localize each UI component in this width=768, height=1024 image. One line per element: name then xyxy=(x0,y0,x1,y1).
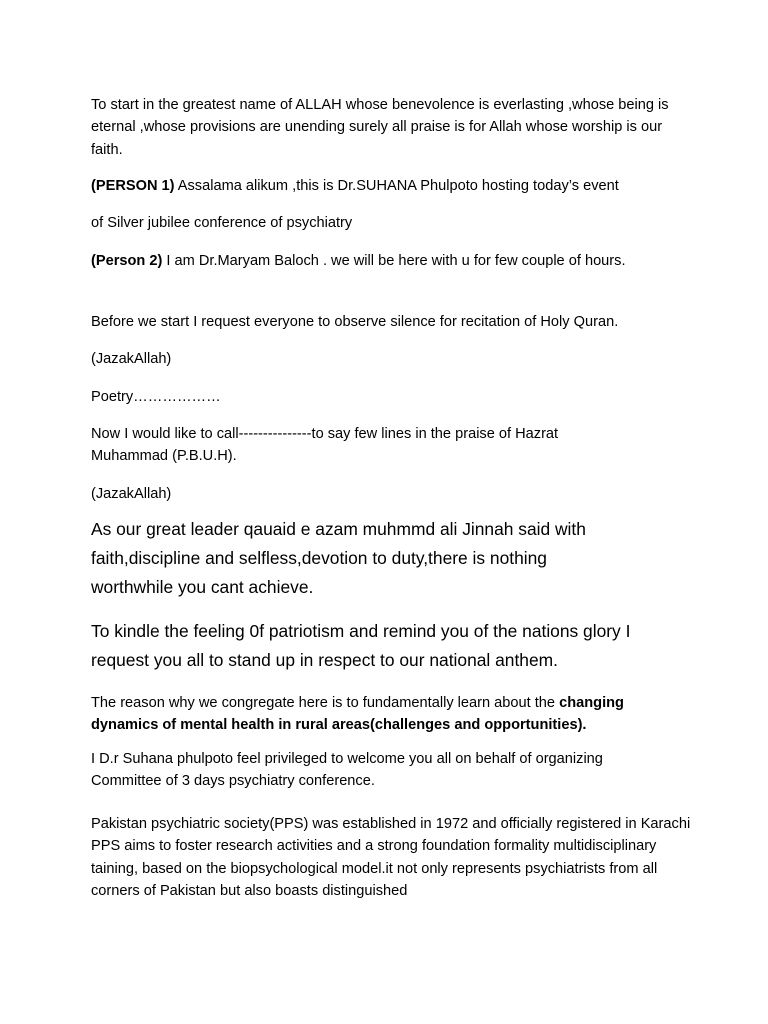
person-2-line xyxy=(91,250,651,272)
national-anthem-request: To kindle the feeling 0f patriotism and remind you of the nations glory I request you all to stand up in respect to our national anthem. xyxy=(91,621,631,670)
person-2-label: (Person 2) xyxy=(91,253,163,269)
jazakallah-1: (JazakAllah) xyxy=(91,351,172,367)
poetry-line: Poetry……………… xyxy=(91,389,221,405)
theme-intro: The reason why we congregate here is to fundamentally learn about the xyxy=(91,695,560,711)
person-2-text: I am Dr.Maryam Baloch . we will be here with u for few couple of hours. xyxy=(162,253,626,269)
person-1-label: (PERSON 1) xyxy=(91,178,175,194)
jinnah-quote: As our great leader qauaid e azam muhmmd ali Jinnah said with faith,discipline and selfless,devotion to duty,there is nothing worthwhile you cant achieve. xyxy=(91,519,586,597)
welcome-paragraph: I D.r Suhana phulpoto feel privileged to welcome you all on behalf of organizing Committee of 3 days psychiatry conference. xyxy=(91,751,603,790)
pps-paragraph: Pakistan psychiatric society(PPS) was established in 1972 and officially registered in Karachi PPS aims to foster research activities and a strong foundation formality multidisciplinary taining, based on the biopsychological model.it not only represents psychiatrists from all corners of Pakistan but also boasts distinguished xyxy=(91,816,691,900)
person-1-line xyxy=(91,175,711,197)
opening-paragraph: To start in the greatest name of ALLAH whose benevolence is everlasting ,whose being is eternal ,whose provisions are unending surely all praise is for Allah whose worship is our faith. xyxy=(91,97,669,158)
person-1-text: Assalama alikum ,this is Dr.SUHANA Phulpoto hosting today’s event xyxy=(174,178,619,194)
conference-theme: changing dynamics of mental health in rural areas(challenges and opportunities). xyxy=(91,695,624,734)
naat-call: Now I would like to call---------------to say few lines in the praise of Hazrat Muhammad (P.B.U.H). xyxy=(91,426,559,465)
event-line: of Silver jubilee conference of psychiatry xyxy=(91,215,353,231)
theme-paragraph xyxy=(91,692,691,737)
quran-request: Before we start I request everyone to observe silence for recitation of Holy Quran. xyxy=(91,314,619,330)
jazakallah-2: (JazakAllah) xyxy=(91,486,172,502)
